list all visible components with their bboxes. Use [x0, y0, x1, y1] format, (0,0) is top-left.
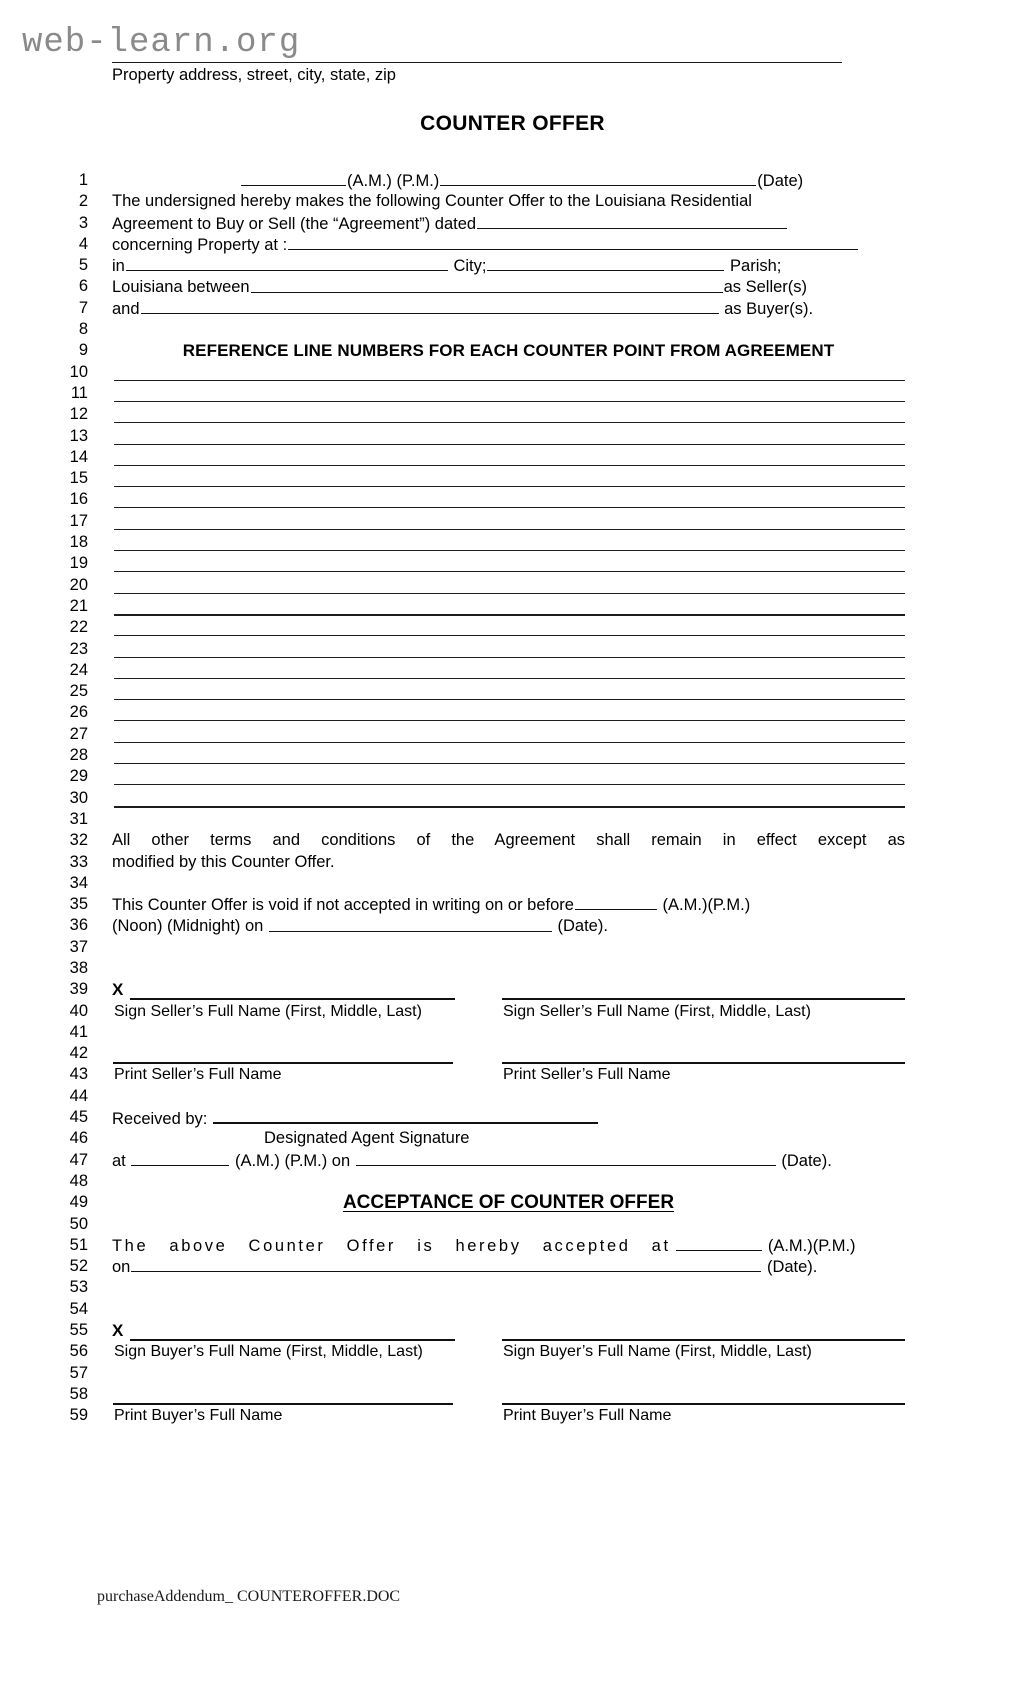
as-sellers-label: as Seller(s)	[723, 278, 808, 297]
agreement-dated-label: Agreement to Buy or Sell (the “Agreement”) dated	[112, 214, 477, 233]
counter-point-blank-line[interactable]	[114, 422, 905, 423]
line-number: 10	[69, 362, 88, 381]
line-number: 30	[69, 788, 88, 807]
line-number: 7	[78, 298, 88, 317]
line-row-6	[0, 276, 1025, 297]
line-number: 26	[69, 703, 88, 722]
line-row-57	[0, 1363, 1025, 1384]
document-filename-footer: purchaseAddendum_ COUNTEROFFER.DOC	[97, 1588, 401, 1605]
date-label: (Date).	[781, 1151, 832, 1170]
parish-blank[interactable]	[487, 255, 724, 271]
line-number: 34	[69, 873, 88, 892]
on-label: on	[112, 1258, 131, 1277]
line-number: 35	[69, 895, 88, 914]
counter-point-blank-line[interactable]	[114, 486, 905, 487]
louisiana-between-label: Louisiana between	[112, 278, 250, 297]
line-row-54	[0, 1299, 1025, 1320]
line-row-15	[0, 468, 1025, 489]
line-row-27	[0, 724, 1025, 745]
line-row-49	[0, 1192, 1025, 1213]
line-row-28	[0, 745, 1025, 766]
property-address-caption: Property address, street, city, state, zip	[112, 66, 396, 84]
line-row-19	[0, 553, 1025, 574]
line-52-content	[112, 1256, 905, 1278]
date-label: (Date)	[757, 172, 804, 191]
print-buyer-caption-right: Print Buyer’s Full Name	[503, 1407, 672, 1425]
line-row-35	[0, 894, 1025, 915]
and-label: and	[112, 299, 140, 318]
print-seller-caption-right: Print Seller’s Full Name	[503, 1066, 671, 1084]
acceptance-date-blank[interactable]	[131, 1256, 761, 1272]
line-number: 23	[69, 639, 88, 658]
in-label: in	[112, 257, 125, 276]
line-number: 25	[69, 682, 88, 701]
line-number: 37	[69, 937, 88, 956]
line-row-8	[0, 319, 1025, 340]
counter-point-blank-line[interactable]	[114, 444, 905, 445]
ampm-on-label: (A.M.) (P.M.) on	[234, 1151, 351, 1170]
line-row-46	[0, 1128, 1025, 1149]
counter-point-blank-line[interactable]	[114, 401, 905, 402]
line-row-4	[0, 234, 1025, 255]
sign-buyer-caption-left: Sign Buyer’s Full Name (First, Middle, Last)	[114, 1343, 423, 1361]
city-label: City;	[453, 257, 487, 276]
line-row-52	[0, 1256, 1025, 1277]
line-row-5	[0, 255, 1025, 276]
line-number: 46	[69, 1129, 88, 1148]
at-label: at	[112, 1151, 126, 1170]
line-number: 36	[69, 916, 88, 935]
line-number: 59	[69, 1406, 88, 1425]
line-number: 8	[78, 320, 88, 339]
counter-point-blank-line[interactable]	[114, 529, 905, 530]
line-number: 52	[69, 1257, 88, 1276]
line-row-48	[0, 1171, 1025, 1192]
counter-point-blank-line[interactable]	[114, 380, 905, 381]
line-number: 18	[69, 533, 88, 552]
sign-buyer-caption-right: Sign Buyer’s Full Name (First, Middle, Last)	[503, 1343, 812, 1361]
line-47-content	[112, 1150, 905, 1172]
line-number: 50	[69, 1214, 88, 1233]
numbered-line-grid	[0, 170, 1025, 1427]
line-row-58	[0, 1384, 1025, 1405]
line-3-content	[112, 213, 905, 235]
line-number: 57	[69, 1363, 88, 1382]
line-6-content	[112, 276, 905, 298]
line-51-content	[112, 1235, 905, 1257]
line-number: 14	[69, 447, 88, 466]
line-number: 4	[78, 234, 88, 253]
line-number: 56	[69, 1342, 88, 1361]
date-blank[interactable]	[440, 170, 756, 186]
line-row-34	[0, 873, 1025, 894]
counter-point-blank-line[interactable]	[114, 593, 905, 594]
reference-heading: REFERENCE LINE NUMBERS FOR EACH COUNTER POINT FROM AGREEMENT	[182, 341, 835, 361]
line-number: 6	[78, 277, 88, 296]
line-row-26	[0, 702, 1025, 723]
line-row-21	[0, 596, 1025, 617]
signature-x-marker: X	[112, 980, 124, 1000]
line-number: 1	[78, 171, 88, 189]
line-row-11	[0, 383, 1025, 404]
line-number: 38	[69, 958, 88, 977]
date-label: (Date).	[766, 1258, 818, 1277]
counter-point-blank-line[interactable]	[114, 550, 905, 551]
line-row-41	[0, 1022, 1025, 1043]
acceptance-text: The above Counter Offer is hereby accepted at	[112, 1237, 671, 1256]
counter-point-blank-line[interactable]	[114, 806, 905, 808]
line-row-29	[0, 766, 1025, 787]
acceptance-heading: ACCEPTANCE OF COUNTER OFFER	[342, 1192, 675, 1214]
sign-seller-caption-left: Sign Seller’s Full Name (First, Middle, Last)	[114, 1002, 422, 1020]
line-row-22	[0, 617, 1025, 638]
line-row-38	[0, 958, 1025, 979]
counter-point-blank-line[interactable]	[114, 699, 905, 700]
time-blank[interactable]	[241, 170, 346, 186]
agreement-date-blank[interactable]	[477, 213, 787, 229]
line-number: 49	[69, 1193, 88, 1212]
counter-point-blank-line[interactable]	[114, 635, 905, 636]
line-row-23	[0, 639, 1025, 660]
noon-midnight-label: (Noon) (Midnight) on	[112, 917, 264, 936]
line-row-20	[0, 575, 1025, 596]
line-number: 44	[69, 1086, 88, 1105]
line-33-content: modified by this Counter Offer.	[112, 852, 335, 871]
ampm-label: (A.M.)(P.M.)	[767, 1237, 856, 1256]
signature-x-marker: X	[112, 1321, 124, 1341]
line-row-24	[0, 660, 1025, 681]
document-header	[112, 62, 842, 86]
line-7-content	[112, 298, 905, 320]
line-number: 9	[78, 341, 88, 360]
agent-signature-blank[interactable]	[213, 1107, 598, 1124]
line-number: 5	[78, 256, 88, 275]
line-number: 29	[69, 767, 88, 786]
line-row-36	[0, 915, 1025, 936]
line-row-18	[0, 532, 1025, 553]
line-row-33	[0, 852, 1025, 873]
line-row-42	[0, 1043, 1025, 1064]
line-number: 39	[69, 980, 88, 999]
line-row-53	[0, 1277, 1025, 1298]
line-number: 58	[69, 1384, 88, 1403]
line-row-51	[0, 1235, 1025, 1256]
line-number: 42	[69, 1044, 88, 1063]
void-if-not-accepted-label: This Counter Offer is void if not accepted in writing on or before	[112, 896, 574, 915]
line-number: 16	[69, 490, 88, 509]
line-number: 21	[69, 596, 88, 615]
line-5-content	[112, 255, 905, 277]
line-row-10	[0, 362, 1025, 383]
line-number: 13	[69, 426, 88, 445]
line-row-14	[0, 447, 1025, 468]
line-number: 47	[69, 1150, 88, 1169]
line-number: 32	[69, 831, 88, 850]
parish-label: Parish;	[730, 257, 782, 276]
counter-point-blank-line[interactable]	[114, 614, 905, 616]
line-number: 31	[69, 809, 88, 828]
line-45-content	[112, 1107, 905, 1130]
line-number: 27	[69, 724, 88, 743]
line-46-content	[112, 1128, 905, 1149]
counter-point-blank-line[interactable]	[114, 465, 905, 466]
line-number: 41	[69, 1022, 88, 1041]
line-row-55	[0, 1320, 1025, 1341]
line-number: 11	[70, 383, 88, 402]
seller-name-blank[interactable]	[251, 276, 723, 292]
line-number: 53	[69, 1278, 88, 1297]
line-row-32	[0, 830, 1025, 851]
buyer-name-blank[interactable]	[141, 298, 719, 314]
line-row-12	[0, 404, 1025, 425]
line-row-25	[0, 681, 1025, 702]
line-number: 43	[69, 1065, 88, 1084]
line-row-45	[0, 1107, 1025, 1128]
line-number: 19	[69, 554, 88, 573]
deadline-time-blank[interactable]	[575, 894, 657, 910]
property-at-blank[interactable]	[288, 234, 858, 250]
ampm-label: (A.M.)(P.M.)	[662, 896, 751, 915]
as-buyers-label: as Buyer(s).	[724, 299, 814, 318]
line-4-content	[112, 234, 905, 256]
city-blank[interactable]	[126, 255, 448, 271]
line-number: 20	[69, 575, 88, 594]
line-row-1	[0, 170, 1025, 191]
line-number: 40	[69, 1001, 88, 1020]
line-number: 22	[69, 618, 88, 637]
counter-point-blank-line[interactable]	[114, 784, 905, 785]
line-row-2	[0, 191, 1025, 212]
line-row-56	[0, 1341, 1025, 1362]
line-row-37	[0, 937, 1025, 958]
deadline-date-blank[interactable]	[269, 915, 552, 931]
line-row-3	[0, 213, 1025, 234]
line-number: 12	[69, 405, 88, 424]
property-at-label: concerning Property at :	[112, 236, 288, 255]
line-row-59	[0, 1405, 1025, 1426]
line-number: 3	[78, 213, 88, 232]
print-seller-caption-left: Print Seller’s Full Name	[114, 1066, 282, 1084]
line-row-30	[0, 788, 1025, 809]
line-number: 17	[69, 511, 88, 530]
sign-seller-caption-right: Sign Seller’s Full Name (First, Middle, Last)	[503, 1002, 811, 1020]
line-36-content	[112, 915, 905, 937]
line-row-31	[0, 809, 1025, 830]
line-number: 55	[69, 1321, 88, 1340]
line-number: 2	[78, 192, 88, 211]
line-32-content: All other terms and conditions of the Agreement shall remain in effect except as	[112, 831, 905, 850]
acceptance-time-blank[interactable]	[676, 1235, 762, 1251]
site-watermark: web-learn.org	[22, 24, 301, 62]
line-number: 54	[69, 1299, 88, 1318]
line-row-47	[0, 1150, 1025, 1171]
line-row-7	[0, 298, 1025, 319]
line-number: 51	[69, 1235, 88, 1254]
line-number: 28	[69, 746, 88, 765]
page-title: COUNTER OFFER	[420, 112, 605, 135]
line-row-44	[0, 1086, 1025, 1107]
line-row-16	[0, 489, 1025, 510]
line-row-50	[0, 1214, 1025, 1235]
line-row-9	[0, 340, 1025, 361]
line-row-40	[0, 1001, 1025, 1022]
counter-point-blank-line[interactable]	[114, 763, 905, 764]
line-number: 33	[69, 852, 88, 871]
line-2-content: The undersigned hereby makes the following Counter Offer to the Louisiana Residential	[112, 192, 752, 211]
counter-point-blank-line[interactable]	[114, 742, 905, 743]
line-1-content	[112, 170, 905, 192]
line-row-13	[0, 426, 1025, 447]
counter-point-blank-line[interactable]	[114, 678, 905, 679]
line-row-17	[0, 511, 1025, 532]
line-row-43	[0, 1064, 1025, 1085]
counter-point-blank-line[interactable]	[114, 720, 905, 721]
line-35-content	[112, 894, 905, 916]
counter-point-blank-line[interactable]	[114, 657, 905, 658]
line-row-39	[0, 979, 1025, 1000]
line-number: 15	[69, 469, 88, 488]
received-date-blank[interactable]	[356, 1150, 776, 1166]
date-label: (Date).	[557, 917, 608, 936]
received-time-blank[interactable]	[131, 1150, 229, 1166]
ampm-label: (A.M.) (P.M.)	[347, 172, 440, 191]
line-number: 48	[69, 1171, 88, 1190]
line-number: 45	[69, 1108, 88, 1127]
print-buyer-caption-left: Print Buyer’s Full Name	[114, 1407, 283, 1425]
received-by-label: Received by:	[112, 1110, 208, 1129]
designated-agent-caption: Designated Agent Signature	[264, 1129, 470, 1148]
counter-point-blank-line[interactable]	[114, 507, 905, 508]
line-number: 24	[69, 660, 88, 679]
counter-point-blank-line[interactable]	[114, 571, 905, 572]
